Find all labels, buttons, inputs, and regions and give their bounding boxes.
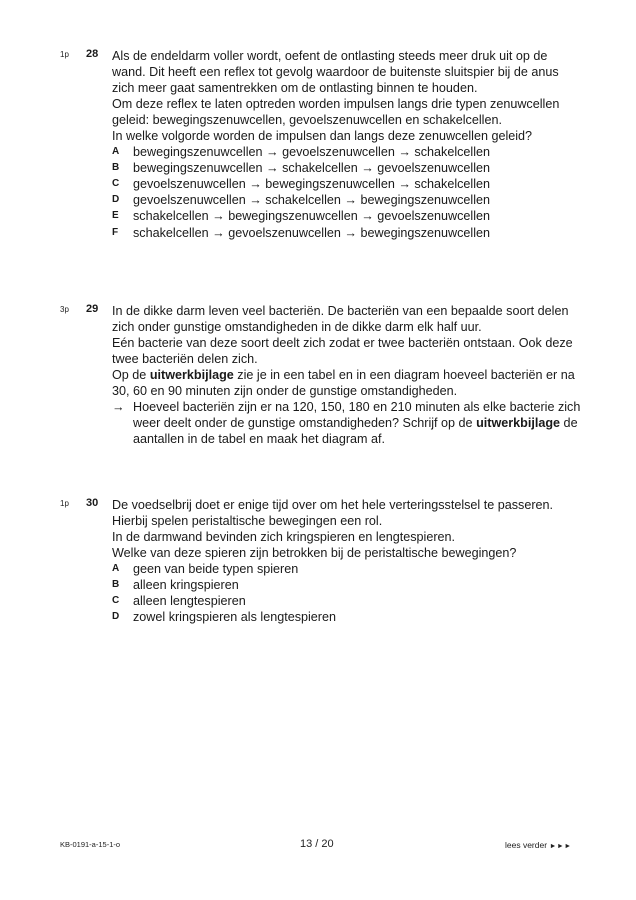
question-number: 29 [86, 303, 99, 315]
continue-indicator [505, 840, 572, 850]
option-text: schakelcellen → gevoelszenuwcellen → bewegingszenuwcellen [133, 225, 491, 240]
question-stem: Welke van deze spieren zijn betrokken bij de peristaltische bewegingen? [112, 546, 517, 561]
question-paragraph: In de darmwand bevinden zich kringspieren en lengtespieren. [112, 530, 456, 545]
question-number: 30 [86, 497, 99, 509]
option-letter: A [112, 146, 120, 158]
option-letter: A [112, 563, 120, 575]
instruction [112, 399, 582, 447]
question-paragraph: In de dikke darm leven veel bacteriën. De bacteriën van een bepaalde soort delen zich onder gunstige omstandigheden in de dikke darm elk half uur. [112, 304, 569, 335]
answer-option-c[interactable] [112, 593, 582, 609]
option-text: bewegingszenuwcellen → schakelcellen → gevoelszenuwcellen [133, 161, 491, 176]
question-paragraph: Eén bacterie van deze soort deelt zich zodat er twee bacteriën ontstaan. Ook deze twee bacteriën delen zich. [112, 336, 573, 367]
option-text: zowel kringspieren als lengtespieren [133, 610, 337, 625]
question-paragraph: Als de endeldarm voller wordt, oefent de ontlasting steeds meer druk uit op de wand. Dit heeft een reflex tot gevolg waardoor de buitenste sluitspier bij de anus zich meer gaat samentrekken om de ontlasting binnen te houden. [112, 49, 559, 96]
option-text: gevoelszenuwcellen → schakelcellen → bewegingszenuwcellen [133, 193, 491, 208]
option-letter: C [112, 595, 120, 607]
answer-option-b[interactable] [112, 577, 582, 593]
question-points: 3p [60, 305, 69, 314]
question-stem: In welke volgorde worden de impulsen dan langs deze zenuwcellen geleid? [112, 129, 533, 144]
option-text: alleen lengtespieren [133, 594, 246, 609]
answer-option-b[interactable] [112, 160, 582, 176]
option-text: gevoelszenuwcellen → bewegingszenuwcellen → schakelcellen [133, 177, 491, 192]
option-letter: B [112, 579, 120, 591]
question-body [112, 48, 582, 241]
question-points: 1p [60, 50, 69, 59]
instruction-text: Hoeveel bacteriën zijn er na 120, 150, 180 en 210 minuten als elke bacterie zich weer deelt onder de gunstige omstandigheden? Schrijf op de uitwerkbijlage de aantallen in de tabel en maak het diagram af. [133, 400, 581, 447]
option-letter: C [112, 178, 120, 190]
answer-option-f[interactable] [112, 225, 582, 241]
option-letter: F [112, 226, 119, 238]
uitwerkbijlage-reference: uitwerkbijlage [149, 368, 234, 383]
uitwerkbijlage-reference: uitwerkbijlage [476, 416, 561, 431]
exam-code: KB-0191-a-15-1-o [60, 840, 121, 849]
answer-option-d[interactable] [112, 609, 582, 625]
answer-options [112, 561, 582, 625]
option-text: geen van beide typen spieren [133, 562, 299, 577]
option-letter: D [112, 611, 120, 623]
triple-arrow-icon: ►►► [549, 843, 572, 850]
answer-option-c[interactable] [112, 176, 582, 192]
question-paragraph: Op de uitwerkbijlage zie je in een tabel en in een diagram hoeveel bacteriën er na 30, 60 en 90 minuten zijn onder de gunstige omstandigheden. [112, 368, 575, 399]
option-text: schakelcellen → bewegingszenuwcellen → gevoelszenuwcellen [133, 209, 491, 224]
option-text: alleen kringspieren [133, 578, 239, 593]
answer-options [112, 144, 582, 240]
question-points: 1p [60, 499, 69, 508]
question-body [112, 303, 582, 447]
option-letter: E [112, 210, 119, 222]
question-number: 28 [86, 48, 99, 60]
question-paragraph: Om deze reflex te laten optreden worden impulsen langs drie typen zenuwcellen geleid: bewegingszenuwcellen, gevoelszenuwcellen en schakelcellen. [112, 97, 560, 128]
continue-label: lees verder [505, 840, 548, 850]
answer-option-e[interactable] [112, 208, 582, 224]
page-number: 13 / 20 [300, 838, 334, 850]
option-letter: D [112, 194, 120, 206]
arrow-right-icon: → [112, 400, 125, 415]
answer-option-d[interactable] [112, 192, 582, 208]
answer-option-a[interactable] [112, 561, 582, 577]
option-letter: B [112, 162, 120, 174]
answer-option-a[interactable] [112, 144, 582, 160]
question-paragraph: De voedselbrij doet er enige tijd over om het hele verteringsstelsel te passeren. Hierbij spelen peristaltische bewegingen een rol. [112, 498, 554, 529]
option-text: bewegingszenuwcellen → gevoelszenuwcellen → schakelcellen [133, 145, 491, 160]
question-body [112, 497, 582, 625]
